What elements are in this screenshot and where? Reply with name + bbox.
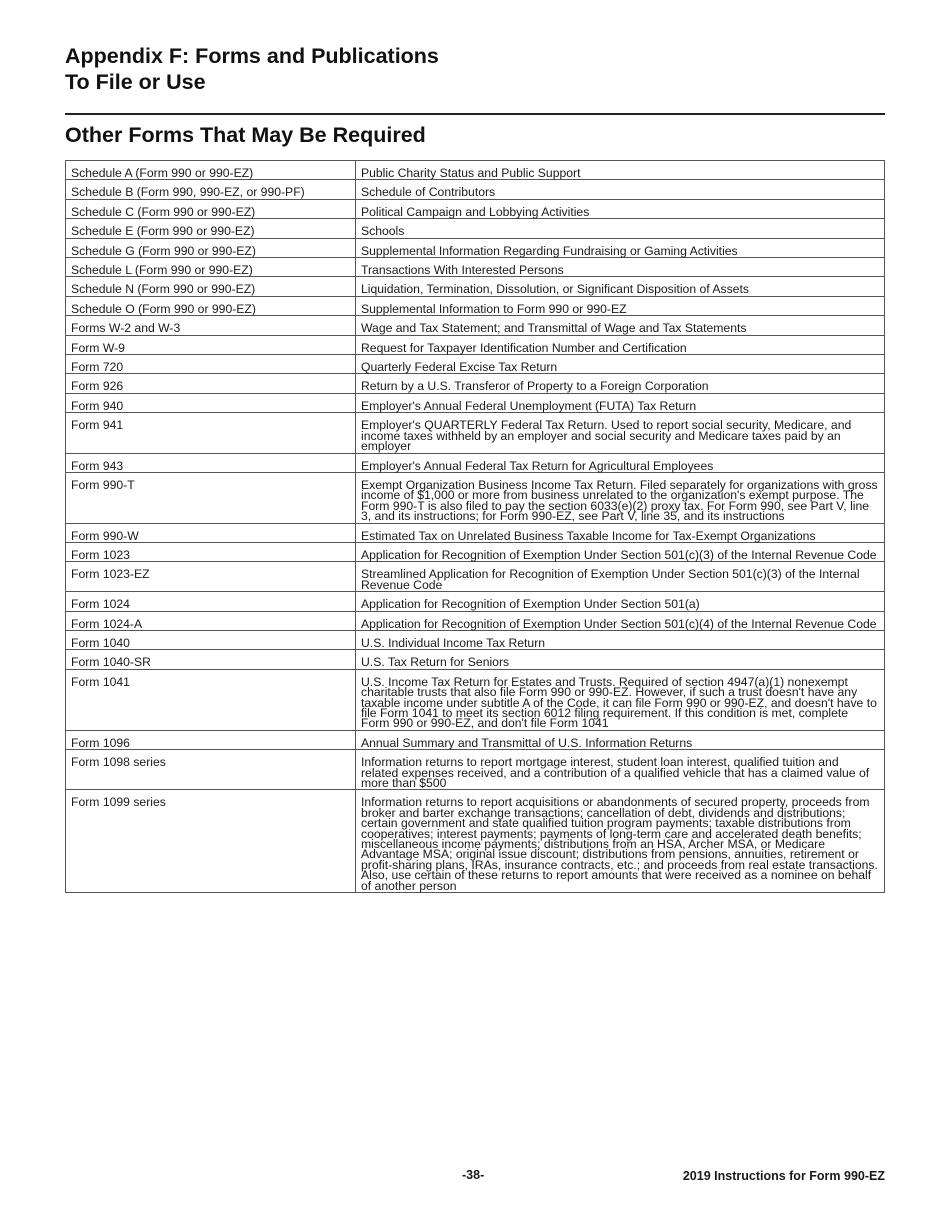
form-description-cell: Transactions With Interested Persons <box>356 258 885 277</box>
table-row <box>66 219 885 238</box>
form-name-cell: Form 1098 series <box>66 750 356 790</box>
form-name-cell: Form 926 <box>66 374 356 393</box>
form-description-cell: Supplemental Information Regarding Fundraising or Gaming Activities <box>356 238 885 257</box>
forms-table <box>65 160 885 893</box>
table-row <box>66 472 885 523</box>
form-description-cell: Liquidation, Termination, Dissolution, or Significant Disposition of Assets <box>356 277 885 296</box>
form-description-cell: Information returns to report mortgage interest, student loan interest, qualified tuition and related expenses received, and a contribution of a qualified vehicle that has a claimed value of more than $500 <box>356 750 885 790</box>
table-row <box>66 730 885 749</box>
table-row <box>66 650 885 669</box>
form-name-cell: Form 1024 <box>66 592 356 611</box>
form-description-cell: Employer's QUARTERLY Federal Tax Return. Used to report social security, Medicare, and income taxes withheld by an employer and social security and Medicare taxes paid by an employer <box>356 413 885 453</box>
table-row <box>66 562 885 592</box>
form-name-cell: Form 1024-A <box>66 611 356 630</box>
form-description-cell: Request for Taxpayer Identification Number and Certification <box>356 335 885 354</box>
form-name-cell: Form 1096 <box>66 730 356 749</box>
form-description-cell: Application for Recognition of Exemption Under Section 501(c)(3) of the Internal Revenue Code <box>356 542 885 561</box>
form-name-cell: Schedule C (Form 990 or 990-EZ) <box>66 199 356 218</box>
form-description-cell: Return by a U.S. Transferor of Property to a Foreign Corporation <box>356 374 885 393</box>
form-description-cell: Employer's Annual Federal Tax Return for Agricultural Employees <box>356 453 885 472</box>
table-row <box>66 335 885 354</box>
page-number: -38- <box>462 1168 485 1182</box>
table-row <box>66 413 885 453</box>
form-description-cell: Schedule of Contributors <box>356 180 885 199</box>
table-row <box>66 199 885 218</box>
table-row <box>66 592 885 611</box>
table-row <box>66 277 885 296</box>
form-description-cell: Wage and Tax Statement; and Transmittal of Wage and Tax Statements <box>356 316 885 335</box>
table-row <box>66 611 885 630</box>
table-row <box>66 630 885 649</box>
form-description-cell: Application for Recognition of Exemption Under Section 501(a) <box>356 592 885 611</box>
form-description-cell: Schools <box>356 219 885 238</box>
form-name-cell: Forms W-2 and W-3 <box>66 316 356 335</box>
form-description-cell: Information returns to report acquisitions or abandonments of secured property, proceeds from broker and barter exchange transactions; cancellation of debt, dividends and distributions; certain government and state qualified tuition program payments; taxable distributions from cooperatives; interest payments; payments of long-term care and accelerated death benefits; miscellaneous income payments; distributions from an HSA, Archer MSA, or Medicare Advantage MSA; original issue discount; distributions from pensions, annuities, retirement or profit-sharing plans, IRAs, insurance contracts, etc.; and proceeds from real estate transactions. Also, use certain of these returns to report amounts that were received as a nominee on behalf of another person <box>356 790 885 893</box>
form-name-cell: Schedule E (Form 990 or 990-EZ) <box>66 219 356 238</box>
table-row <box>66 316 885 335</box>
form-name-cell: Form 1040 <box>66 630 356 649</box>
table-row <box>66 542 885 561</box>
form-description-cell: Streamlined Application for Recognition of Exemption Under Section 501(c)(3) of the Internal Revenue Code <box>356 562 885 592</box>
table-row <box>66 523 885 542</box>
form-description-cell: U.S. Income Tax Return for Estates and Trusts. Required of section 4947(a)(1) nonexempt charitable trusts that also file Form 990 or 990-EZ. However, if such a trust doesn't have any taxable income under subtitle A of the Code, it can file Form 990 or 990-EZ, and doesn't have to file Form 1041 to meet its section 6012 filing requirement. If this condition is met, complete Form 990 or 990-EZ, and don't file Form 1041 <box>356 669 885 730</box>
form-name-cell: Schedule N (Form 990 or 990-EZ) <box>66 277 356 296</box>
table-row <box>66 669 885 730</box>
table-row <box>66 393 885 412</box>
form-name-cell: Form 1023 <box>66 542 356 561</box>
table-row <box>66 296 885 315</box>
form-name-cell: Form 990-T <box>66 472 356 523</box>
table-row <box>66 374 885 393</box>
table-row <box>66 258 885 277</box>
form-description-cell: U.S. Tax Return for Seniors <box>356 650 885 669</box>
form-name-cell: Form 990-W <box>66 523 356 542</box>
form-description-cell: Employer's Annual Federal Unemployment (FUTA) Tax Return <box>356 393 885 412</box>
form-name-cell: Form W-9 <box>66 335 356 354</box>
document-title: 2019 Instructions for Form 990-EZ <box>682 1169 885 1183</box>
form-name-cell: Schedule O (Form 990 or 990-EZ) <box>66 296 356 315</box>
form-name-cell: Form 720 <box>66 355 356 374</box>
table-row <box>66 238 885 257</box>
table-row <box>66 453 885 472</box>
table-row <box>66 790 885 893</box>
form-description-cell: U.S. Individual Income Tax Return <box>356 630 885 649</box>
forms-table-body <box>66 161 885 893</box>
form-name-cell: Schedule G (Form 990 or 990-EZ) <box>66 238 356 257</box>
table-row <box>66 161 885 180</box>
form-name-cell: Form 1023-EZ <box>66 562 356 592</box>
form-description-cell: Supplemental Information to Form 990 or 990-EZ <box>356 296 885 315</box>
form-description-cell: Public Charity Status and Public Support <box>356 161 885 180</box>
form-name-cell: Form 1099 series <box>66 790 356 893</box>
form-name-cell: Form 1040-SR <box>66 650 356 669</box>
form-name-cell: Form 941 <box>66 413 356 453</box>
form-description-cell: Estimated Tax on Unrelated Business Taxable Income for Tax-Exempt Organizations <box>356 523 885 542</box>
form-description-cell: Exempt Organization Business Income Tax Return. Filed separately for organizations with gross income of $1,000 or more from business unrelated to the organization's exempt purpose. The Form 990-T is also filed to pay the section 6033(e)(2) proxy tax. For Form 990, see Part V, line 3, and its instructions; for Form 990-EZ, see Part V, line 35, and its instructions <box>356 472 885 523</box>
appendix-title <box>65 43 439 95</box>
form-description-cell: Political Campaign and Lobbying Activities <box>356 199 885 218</box>
form-description-cell: Application for Recognition of Exemption Under Section 501(c)(4) of the Internal Revenue Code <box>356 611 885 630</box>
header-divider <box>65 113 885 115</box>
form-name-cell: Form 1041 <box>66 669 356 730</box>
form-name-cell: Form 943 <box>66 453 356 472</box>
form-name-cell: Schedule L (Form 990 or 990-EZ) <box>66 258 356 277</box>
table-row <box>66 355 885 374</box>
table-row <box>66 750 885 790</box>
form-name-cell: Schedule A (Form 990 or 990-EZ) <box>66 161 356 180</box>
table-row <box>66 180 885 199</box>
section-title: Other Forms That May Be Required <box>65 123 426 147</box>
form-description-cell: Annual Summary and Transmittal of U.S. Information Returns <box>356 730 885 749</box>
form-name-cell: Form 940 <box>66 393 356 412</box>
appendix-title-line2: To File or Use <box>65 70 206 94</box>
form-name-cell: Schedule B (Form 990, 990-EZ, or 990-PF) <box>66 180 356 199</box>
appendix-title-line1: Appendix F: Forms and Publications <box>65 44 439 68</box>
form-description-cell: Quarterly Federal Excise Tax Return <box>356 355 885 374</box>
